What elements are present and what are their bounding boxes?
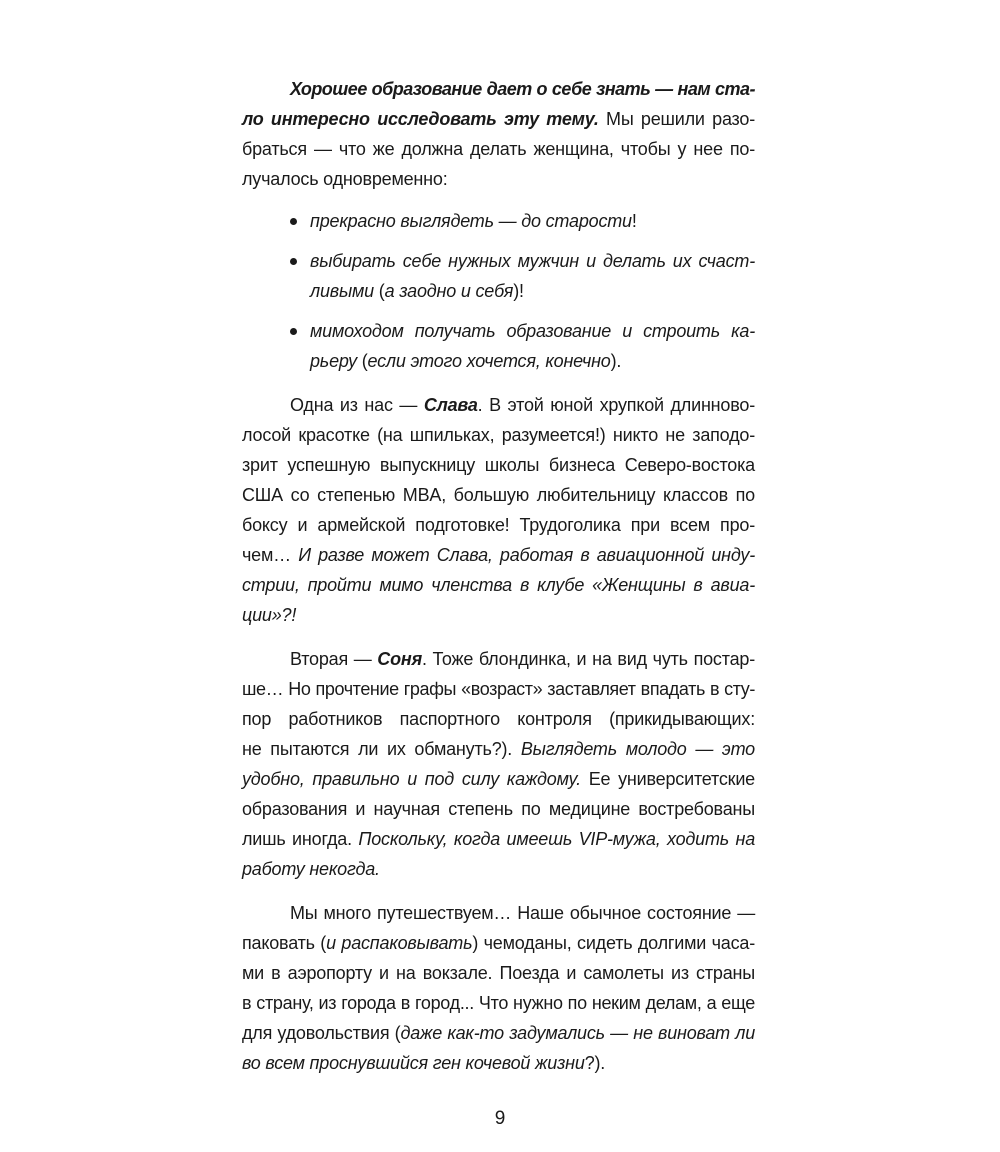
italic-text: Поскольку, когда имеешь VIP-мужа, ходить на [358,829,756,849]
bullet-item [242,316,755,376]
text-line [242,600,755,630]
text-line [242,674,755,704]
text-line [310,346,755,376]
text-line [242,74,755,104]
italic-text: ции»?! [242,605,297,625]
text-run: . Тоже блондинка, и на вид чуть постар- [421,649,755,669]
paragraph-education [242,74,755,194]
text-run: ). [610,351,622,371]
italic-text: и распаковывать [326,933,473,953]
text-run: ми в аэропорту и на вокзале. Поезда и самолеты из страны [242,963,755,983]
text-line [242,704,755,734]
text-line [310,206,755,236]
text-line [242,824,755,854]
page-number: 9 [494,1108,506,1129]
text-run: ( [373,281,385,301]
text-line [242,854,755,884]
text-run: Мы решили разо- [598,109,756,129]
text-line [242,794,755,824]
text-line [242,164,755,194]
text-run: лишь иногда. [242,829,359,849]
emphasis-text: Соня [377,649,422,669]
text-line [242,510,755,540]
text-line [242,104,755,134]
italic-text: если этого хочется, конечно [367,351,611,371]
text-run: для удовольствия ( [242,1023,401,1043]
bullet-item [242,246,755,306]
text-run: ! [631,211,637,231]
text-run: лучалось одновременно: [242,169,448,189]
text-line [242,1018,755,1048]
text-run: ?). [584,1053,606,1073]
italic-text: прекрасно выглядеть — до старости [310,211,632,231]
italic-text: выбирать себе нужных мужчин и делать их счаст- [310,251,755,271]
text-run: . В этой юной хрупкой длинново- [477,395,755,415]
text-run: пор работников паспортного контроля (прикидывающих: [242,709,755,729]
text-run: ше… Но прочтение графы «возраст» заставляет впадать в сту- [242,679,755,699]
text-run: Ее университетские [580,769,755,789]
text-line [242,570,755,600]
text-run: в страну, из города в город... Что нужно по неким делам, а еще [242,993,755,1013]
text-line [310,246,755,276]
text-run: )! [513,281,524,301]
text-line [242,764,755,794]
emphasis-text: Слава [423,395,478,415]
text-line [242,390,755,420]
text-line [242,898,755,928]
italic-text: а заодно и себя [384,281,514,301]
italic-text: рьеру [310,351,357,371]
text-run: Мы много путешествуем… Наше обычное состояние — [290,903,755,923]
text-run: лосой красотке (на шпильках, разумеется!) никто не заподо- [242,425,755,445]
bullet-list [242,206,755,376]
paragraph-travel [242,898,755,1078]
text-run: чем… [242,545,299,565]
paragraph-slava [242,390,755,630]
text-run: США со степенью MBA, большую любительницу классов по [242,485,755,505]
text-run: паковать ( [242,933,327,953]
emphasis-text: Хорошее образование дает о себе знать — нам ста- [290,79,755,99]
text-line [242,1048,755,1078]
italic-text: стрии, пройти мимо членства в клубе «Женщины в авиа- [242,575,755,595]
italic-text: Выглядеть молодо — это [520,739,755,759]
italic-text: мимоходом получать образование и строить ка- [310,321,755,341]
text-run: Вторая — [290,649,378,669]
italic-text: даже как-то задумались — не виноват ли [400,1023,756,1043]
text-run: ) чемоданы, сидеть долгими часа- [472,933,755,953]
text-line [310,276,755,306]
text-run: Одна из нас — [290,395,424,415]
text-run: зрит успешную выпускницу школы бизнеса Северо-востока [242,455,755,475]
italic-text: удобно, правильно и под силу каждому. [242,769,581,789]
text-run: ( [356,351,368,371]
bullet-icon [290,218,297,225]
bullet-icon [290,328,297,335]
text-line [242,480,755,510]
text-line [242,134,755,164]
text-run: образования и научная степень по медицине востребованы [242,799,755,819]
italic-text: работу некогда. [242,859,380,879]
text-line [242,540,755,570]
italic-text: ливыми [310,281,374,301]
text-line [242,988,755,1018]
text-line [242,734,755,764]
text-run: браться — что же должна делать женщина, чтобы у нее по- [242,139,755,159]
text-line [242,420,755,450]
paragraph-sonya [242,644,755,884]
italic-text: И разве может Слава, работая в авиационной инду- [298,545,755,565]
text-line [242,958,755,988]
bullet-item [242,206,755,236]
text-line [242,450,755,480]
text-line [310,316,755,346]
italic-text: во всем проснувшийся ген кочевой жизни [242,1053,585,1073]
text-run: не пытаются ли их обмануть?). [242,739,521,759]
text-line [242,928,755,958]
emphasis-text: ло интересно исследовать эту тему. [242,109,599,129]
bullet-icon [290,258,297,265]
text-line [242,644,755,674]
text-run: боксу и армейской подготовке! Трудоголика при всем про- [242,515,755,535]
